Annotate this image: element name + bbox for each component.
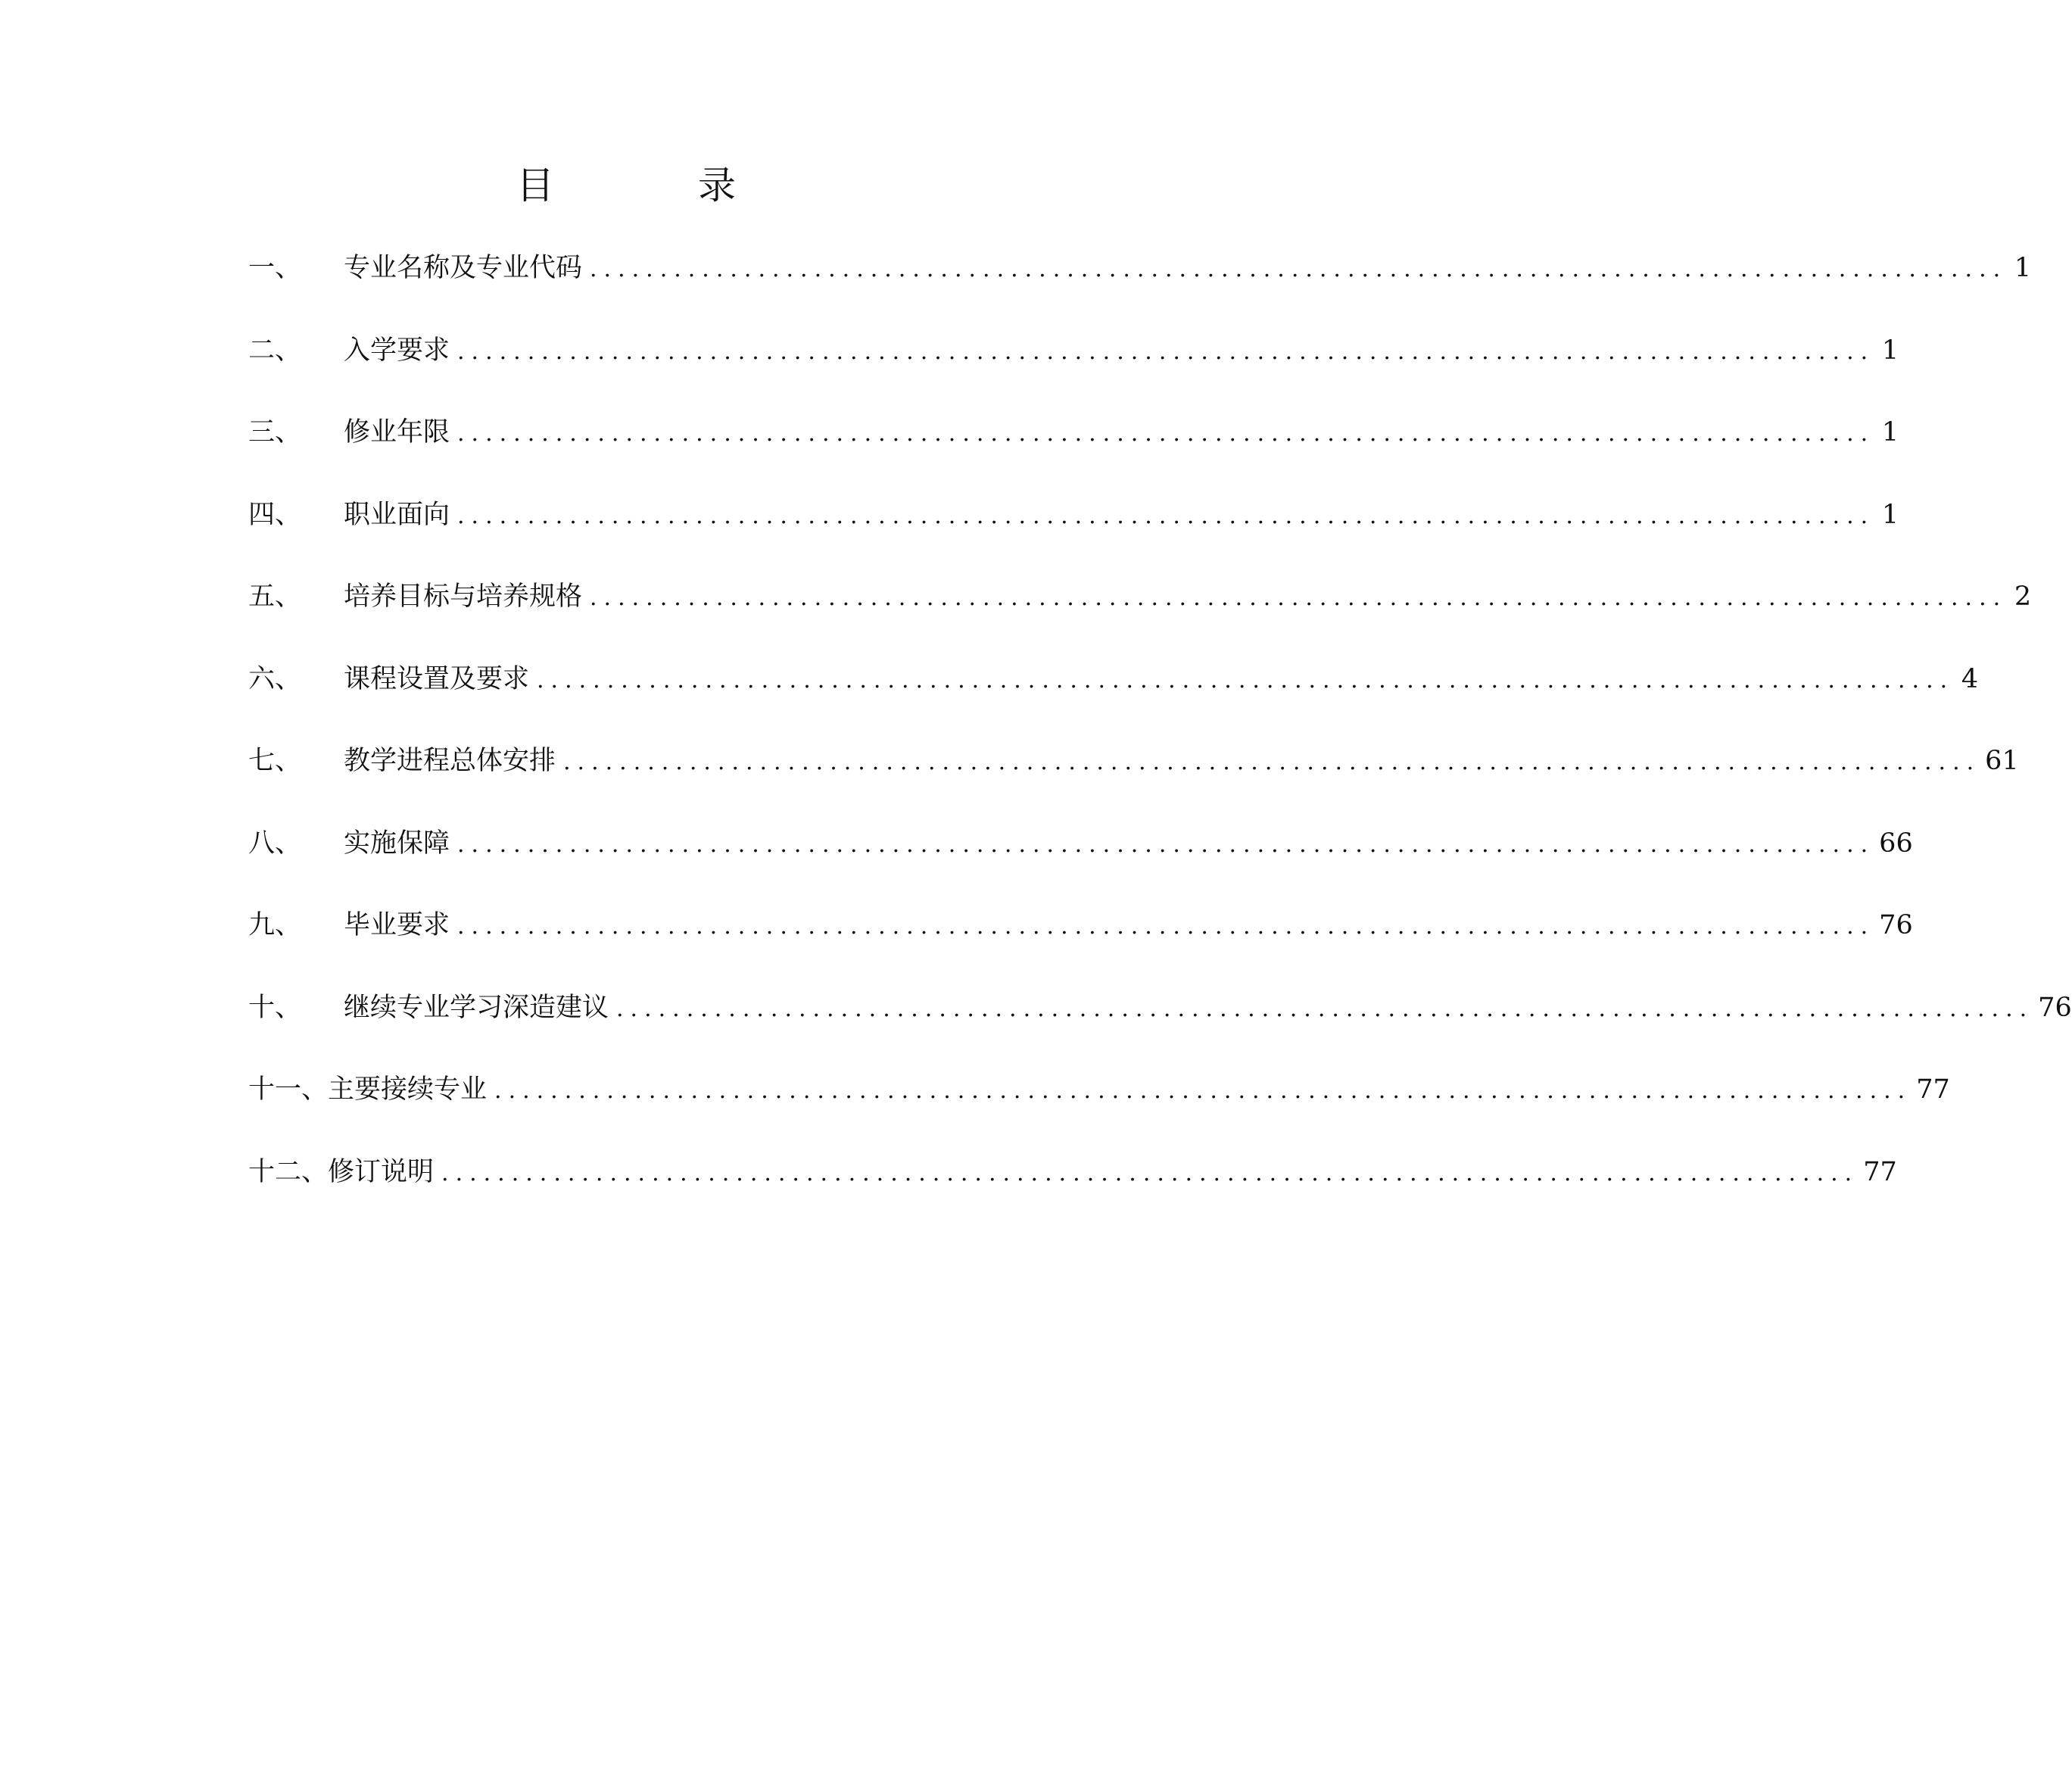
toc-entry-number: 二、 (248, 335, 302, 366)
toc-entry[interactable] (248, 898, 1913, 981)
toc-entry-number: 十一、 (248, 1074, 329, 1105)
toc-leader-dots: ..................................................................................................... (441, 1159, 1859, 1186)
toc-entry-label: 课程设置及要求 (344, 663, 530, 694)
toc-entry-page: 1 (2014, 253, 2032, 283)
toc-entry[interactable] (248, 323, 1899, 406)
toc-entry-number: 四、 (248, 499, 302, 530)
toc-entry[interactable] (248, 241, 2032, 323)
toc-list (248, 241, 2072, 1227)
toc-leader-dots: ..................................................................................................... (590, 585, 2008, 611)
toc-entry-page: 77 (1863, 1156, 1897, 1187)
toc-leader-dots: ..................................................................................................... (563, 749, 1981, 775)
toc-entry[interactable] (248, 734, 2019, 816)
toc-entry-number: 三、 (248, 417, 302, 447)
toc-entry-label: 教学进程总体安排 (344, 746, 556, 776)
toc-entry-number: 十、 (248, 992, 302, 1023)
toc-entry-page: 76 (2038, 992, 2072, 1023)
toc-entry[interactable] (248, 569, 2032, 652)
toc-entry[interactable] (248, 981, 2072, 1063)
toc-leader-dots: ..................................................................................................... (457, 338, 1875, 365)
toc-entry-label: 实施保障 (344, 828, 450, 859)
toc-entry-number: 七、 (248, 746, 302, 776)
toc-entry-number: 六、 (248, 663, 302, 694)
toc-entry[interactable] (248, 652, 1979, 734)
toc-entry-label: 职业面向 (344, 499, 450, 530)
toc-entry[interactable] (248, 405, 1899, 488)
toc-entry-page: 66 (1879, 828, 1913, 859)
toc-entry-label: 继续专业学习深造建议 (344, 992, 609, 1023)
toc-leader-dots: ..................................................................................................... (590, 256, 2008, 282)
toc-entry-page: 1 (1881, 417, 1899, 447)
toc-entry-number: 十二、 (248, 1156, 329, 1187)
toc-entry-page: 77 (1916, 1074, 1950, 1105)
toc-entry-label: 培养目标与培养规格 (344, 581, 583, 612)
toc-entry-page: 61 (1985, 746, 2019, 776)
toc-entry-page: 1 (1881, 335, 1899, 366)
toc-entry-label: 修订说明 (328, 1156, 435, 1187)
toc-leader-dots: ..................................................................................................... (457, 831, 1875, 858)
toc-leader-dots: ..................................................................................................... (457, 420, 1875, 447)
toc-entry-page: 76 (1879, 910, 1913, 940)
toc-title: 目 录 (516, 164, 789, 207)
toc-entry-label: 专业名称及专业代码 (344, 253, 583, 283)
toc-entry-page: 2 (2014, 581, 2032, 612)
toc-entry[interactable] (248, 816, 1913, 899)
toc-leader-dots: ..................................................................................................... (537, 666, 1955, 694)
toc-entry-number: 九、 (248, 910, 302, 940)
toc-entry-label: 修业年限 (344, 417, 450, 447)
toc-leader-dots: ..................................................................................................... (616, 995, 2034, 1022)
toc-entry-label: 入学要求 (344, 335, 450, 366)
toc-entry-number: 五、 (248, 581, 302, 612)
toc-entry-label: 毕业要求 (344, 910, 450, 940)
toc-leader-dots: ..................................................................................................... (457, 913, 1875, 940)
toc-entry[interactable] (248, 488, 1899, 570)
toc-entry[interactable] (248, 1062, 1950, 1145)
toc-entry-page: 4 (1961, 663, 1979, 694)
toc-leader-dots: ..................................................................................................... (494, 1077, 1912, 1104)
toc-entry-label: 主要接续专业 (328, 1074, 488, 1105)
toc-entry-number: 八、 (248, 828, 302, 859)
toc-entry-page: 1 (1881, 499, 1899, 530)
toc-leader-dots: ..................................................................................................... (457, 502, 1875, 529)
toc-entry[interactable] (248, 1145, 1897, 1227)
toc-entry-number: 一、 (248, 253, 302, 283)
